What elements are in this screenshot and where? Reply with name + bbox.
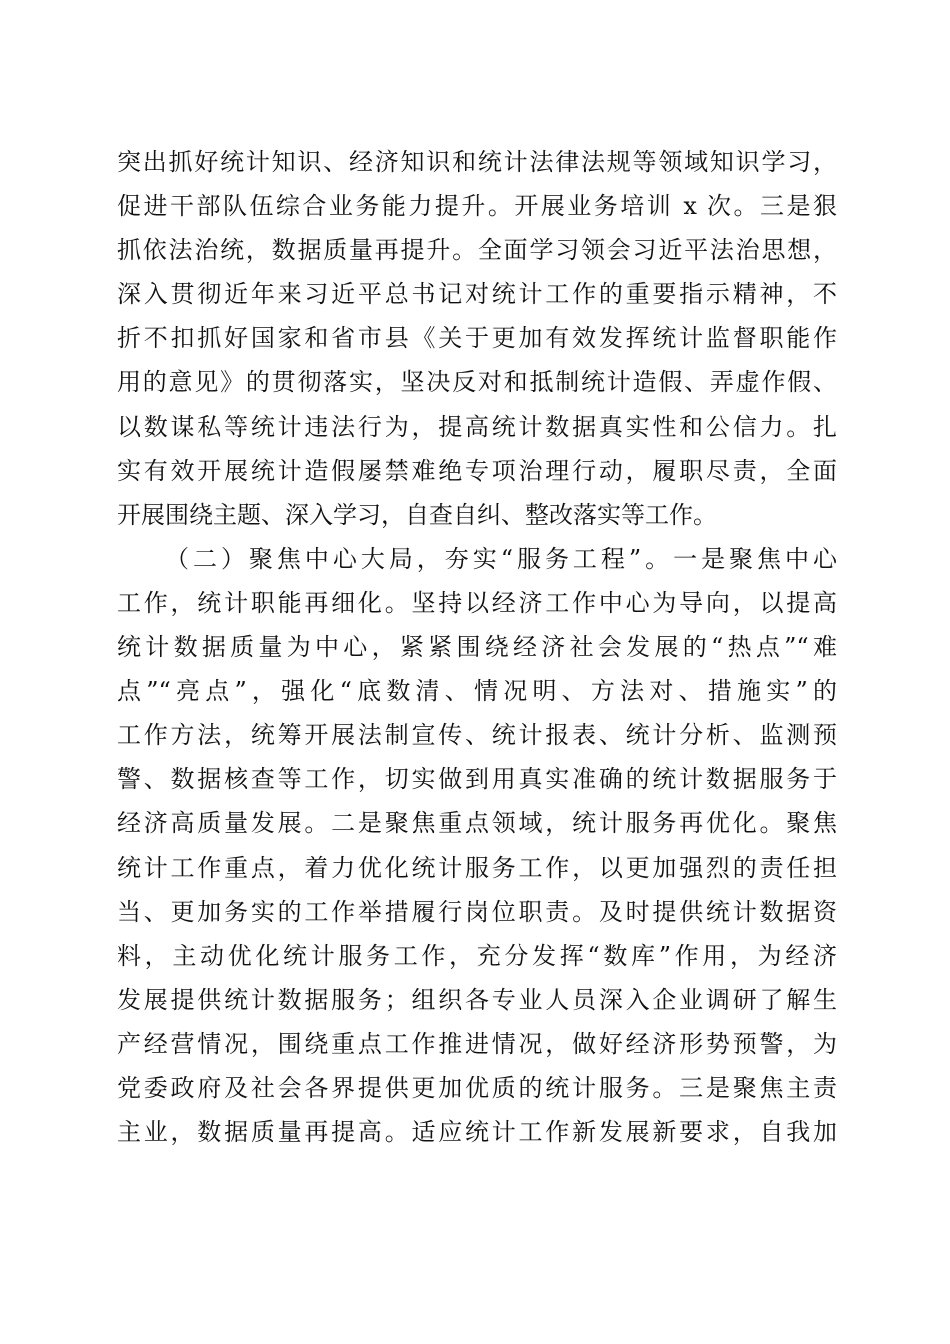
text-line: 工作，统计职能再细化。坚持以经济工作中心为导向，以提高 [117,588,837,617]
text-line: 用的意见》的贯彻落实，坚决反对和抵制统计造假、弄虚作假、 [117,368,837,397]
text-line: 党委政府及社会各界提供更加优质的统计服务。三是聚焦主责 [117,1073,837,1102]
text-line: 以数谋私等统计违法行为，提高统计数据真实性和公信力。扎 [117,412,837,441]
text-line: 实有效开展统计造假屡禁难绝专项治理行动，履职尽责，全面 [117,456,837,485]
body-text [117,140,837,1154]
text-line: 统计工作重点，着力优化统计服务工作，以更加强烈的责任担 [117,853,837,882]
text-line: 突出抓好统计知识、经济知识和统计法律法规等领域知识学习， [117,148,837,176]
text-line: 产经营情况，围绕重点工作推进情况，做好经济形势预警，为 [117,1029,837,1058]
text-line: 料，主动优化统计服务工作，充分发挥“数库”作用，为经济 [117,941,837,970]
text-line: 发展提供统计数据服务；组织各专业人员深入企业调研了解生 [117,985,837,1014]
text-line: 工作方法，统筹开展法制宣传、统计报表、统计分析、监测预 [117,721,837,750]
text-line: 统计数据质量为中心，紧紧围绕经济社会发展的“热点”“难 [117,633,837,662]
section-heading-line: （二）聚焦中心大局，夯实“服务工程”。一是聚焦中心 [165,544,837,573]
text-line: 点”“亮点”，强化“底数清、情况明、方法对、措施实”的 [117,677,837,706]
text-line: 警、数据核查等工作，切实做到用真实准确的统计数据服务于 [117,765,837,794]
text-line: 主业，数据质量再提高。适应统计工作新发展新要求，自我加 [117,1118,837,1147]
text-line: 当、更加务实的工作举措履行岗位职责。及时提供统计数据资 [117,897,837,926]
text-line: 促进干部队伍综合业务能力提升。开展业务培训 x 次。三是狠 [117,192,837,221]
text-line: 抓依法治统，数据质量再提升。全面学习领会习近平法治思想， [117,236,837,265]
text-line: 深入贯彻近年来习近平总书记对统计工作的重要指示精神，不 [117,280,837,309]
text-line: 经济高质量发展。二是聚焦重点领域，统计服务再优化。聚焦 [117,809,837,838]
text-line: 折不扣抓好国家和省市县《关于更加有效发挥统计监督职能作 [117,324,837,353]
paragraph-end-line: 开展围绕主题、深入学习，自查自纠、整改落实等工作。 [117,500,717,529]
